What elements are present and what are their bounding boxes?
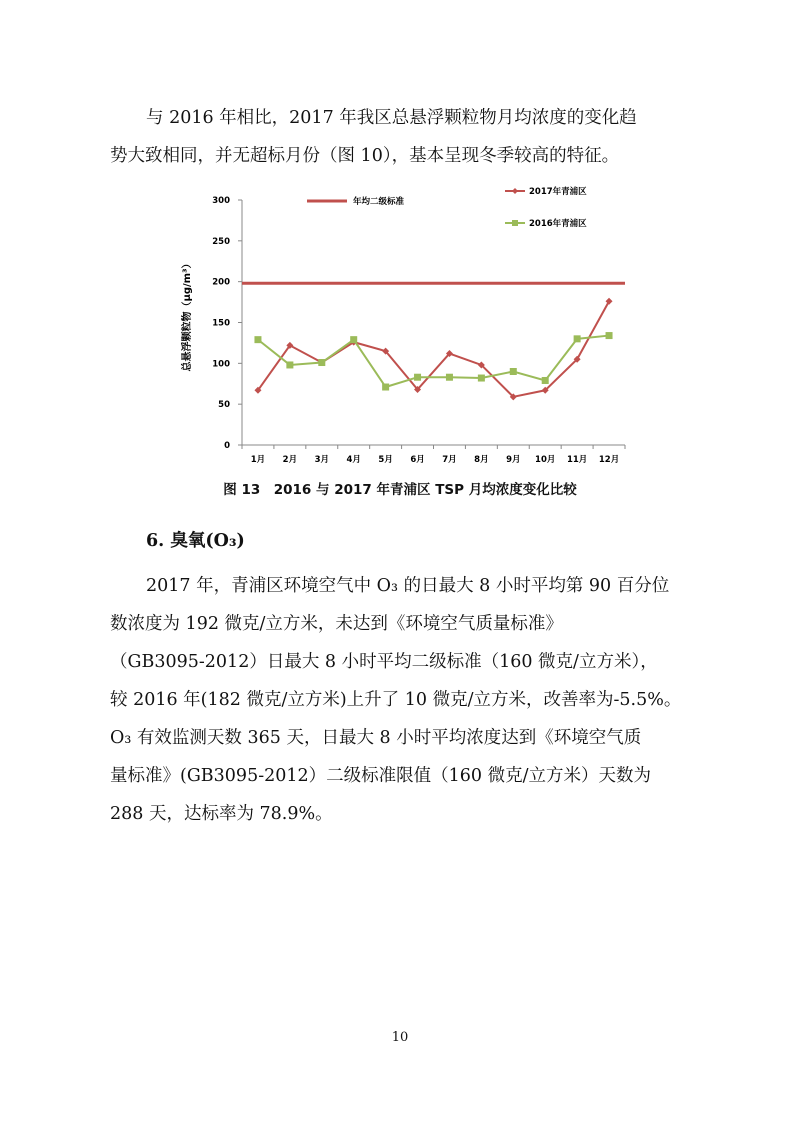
data-point: [542, 377, 549, 384]
data-point: [350, 336, 357, 343]
legend-label: 2017年青浦区: [529, 187, 587, 197]
x-tick-label: 4月: [346, 455, 361, 465]
body-line-3: （GB3095-2012）日最大 8 小时平均二级标准（160 微克/立方米），: [110, 652, 658, 672]
x-tick-label: 6月: [410, 455, 425, 465]
intro-line-1: 与 2016 年相比，2017 年我区总悬浮颗粒物月均浓度的变化趋: [146, 108, 637, 128]
y-tick-label: 250: [212, 236, 230, 247]
data-point: [478, 375, 485, 382]
x-tick-label: 8月: [474, 455, 489, 465]
ozone-paragraph: [110, 567, 690, 833]
data-point: [606, 332, 613, 339]
series-line-0: [258, 301, 609, 397]
body-line-7: 288 天，达标率为 78.9%。: [110, 804, 333, 824]
data-point: [254, 336, 261, 343]
y-tick-label: 300: [212, 196, 230, 206]
data-point: [414, 374, 421, 381]
x-tick-label: 9月: [506, 455, 521, 465]
body-line-2: 数浓度为 192 微克/立方米，未达到《环境空气质量标准》: [110, 614, 563, 634]
x-tick-label: 2月: [282, 455, 298, 465]
data-point: [318, 359, 325, 366]
chart-svg: [170, 183, 630, 473]
y-tick-label: 0: [224, 441, 230, 451]
legend-ref-label: 年均二级标准: [353, 197, 405, 207]
legend-marker: [512, 220, 518, 226]
y-tick-label: 100: [212, 359, 230, 370]
body-line-6: 量标准》(GB3095-2012）二级标准限值（160 微克/立方米）天数为: [110, 766, 652, 786]
x-tick-label: 5月: [378, 455, 393, 465]
body-line-5: O₃ 有效监测天数 365 天，日最大 8 小时平均浓度达到《环境空气质: [110, 728, 642, 748]
body-line-1: 2017 年，青浦区环境空气中 O₃ 的日最大 8 小时平均第 90 百分位: [146, 576, 670, 596]
intro-paragraph: [110, 99, 690, 175]
page-number: 10: [391, 1030, 409, 1045]
data-point: [446, 374, 453, 381]
tsp-line-chart: [170, 183, 630, 473]
section-heading: 6. 臭氧(O₃): [146, 531, 245, 551]
legend-marker: [512, 188, 518, 194]
x-tick-label: 12月: [598, 455, 620, 465]
data-point: [286, 361, 293, 368]
x-tick-label: 1月: [250, 455, 266, 465]
intro-line-2: 势大致相同，并无超标月份（图 10），基本呈现冬季较高的特征。: [110, 146, 620, 166]
data-point: [574, 335, 581, 342]
x-tick-label: 3月: [314, 455, 330, 465]
y-tick-label: 200: [212, 277, 230, 288]
x-tick-label: 10月: [535, 455, 556, 465]
legend-label: 2016年青浦区: [529, 219, 587, 229]
figure-caption: 图 13 2016 与 2017 年青浦区 TSP 月均浓度变化比较: [223, 482, 577, 498]
body-line-4: 较 2016 年(182 微克/立方米)上升了 10 微克/立方米，改善率为-5.5%。: [110, 690, 682, 710]
y-axis-label: 总悬浮颗粒物（μg/m³）: [182, 258, 193, 372]
x-tick-label: 11月: [566, 455, 588, 465]
data-point: [382, 384, 389, 391]
y-tick-label: 150: [212, 318, 230, 329]
data-point: [510, 368, 517, 375]
y-tick-label: 50: [218, 400, 230, 411]
x-tick-label: 7月: [442, 455, 457, 465]
